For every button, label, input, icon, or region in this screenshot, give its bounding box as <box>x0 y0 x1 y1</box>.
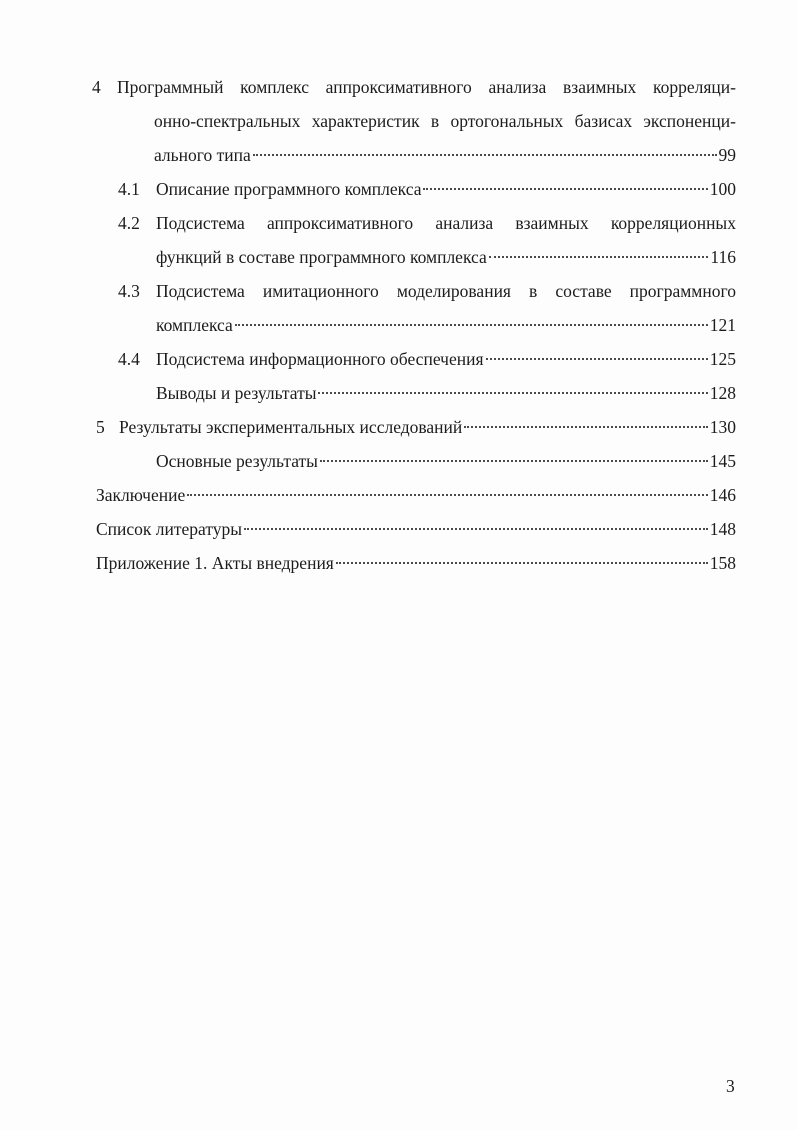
toc-page-number: 116 <box>710 247 736 267</box>
toc-chapter-5-number: 5 <box>96 417 105 437</box>
toc-section-4-4-number: 4.4 <box>118 349 140 369</box>
dot-leader <box>253 154 717 156</box>
toc-section-4-4[interactable]: Подсистема информационного обеспечения 125 <box>156 346 736 372</box>
toc-chapter-4-title-line-3[interactable]: ального типа 99 <box>154 142 736 168</box>
toc-page-number: 148 <box>709 519 736 539</box>
toc-page-number: 145 <box>709 451 736 471</box>
toc-section-4-3-number: 4.3 <box>118 281 140 301</box>
toc-page-number: 146 <box>709 485 736 505</box>
toc-page-number: 125 <box>709 349 736 369</box>
toc-section-4-2-line-2[interactable]: функций в составе программного комплекса 116 <box>156 244 736 270</box>
dot-leader <box>235 324 708 326</box>
dot-leader <box>320 460 708 462</box>
toc-section-4-1[interactable]: Описание программного комплекса 100 <box>156 176 736 202</box>
toc-page-number: 121 <box>709 315 736 335</box>
page-number: 3 <box>726 1076 735 1096</box>
dot-leader <box>423 188 707 190</box>
toc-section-4-2-number: 4.2 <box>118 213 140 233</box>
dot-leader <box>318 392 707 394</box>
toc-section-4-3-line-1[interactable]: Подсистема имитационного моделирования в составе программного <box>156 281 736 301</box>
dot-leader <box>336 562 708 564</box>
toc-section-4-1-number: 4.1 <box>118 179 140 199</box>
toc-page-number: 130 <box>709 417 736 437</box>
toc-references[interactable]: Список литературы 148 <box>96 516 736 542</box>
toc-page-number: 99 <box>718 145 736 165</box>
toc-appendix-1[interactable]: Приложение 1. Акты внедрения 158 <box>96 550 736 576</box>
toc-chapter-4-title-line-2[interactable]: онно-спектральных характеристик в ортогональных базисах экспоненци- <box>154 111 736 131</box>
toc-conclusion[interactable]: Заключение 146 <box>96 482 736 508</box>
toc-section-4-3-line-2[interactable]: комплекса 121 <box>156 312 736 338</box>
toc-chapter-5-main-results[interactable]: Основные результаты 145 <box>156 448 736 474</box>
toc-page-number: 128 <box>709 383 736 403</box>
toc-chapter-4-conclusions[interactable]: Выводы и результаты 128 <box>156 380 736 406</box>
toc-chapter-4-title-line-1[interactable]: Программный комплекс аппроксимативного анализа взаимных корреляци- <box>117 77 736 97</box>
toc-section-4-2-line-1[interactable]: Подсистема аппроксимативного анализа взаимных корреляционных <box>156 213 736 233</box>
toc-chapter-5[interactable]: Результаты экспериментальных исследований 130 <box>119 414 736 440</box>
toc-page-number: 100 <box>709 179 736 199</box>
toc-page-number: 158 <box>709 553 736 573</box>
toc-chapter-4-number: 4 <box>92 77 101 97</box>
dot-leader <box>244 528 708 530</box>
dot-leader <box>187 494 708 496</box>
dot-leader <box>486 358 708 360</box>
dot-leader <box>489 256 709 258</box>
dot-leader <box>464 426 707 428</box>
